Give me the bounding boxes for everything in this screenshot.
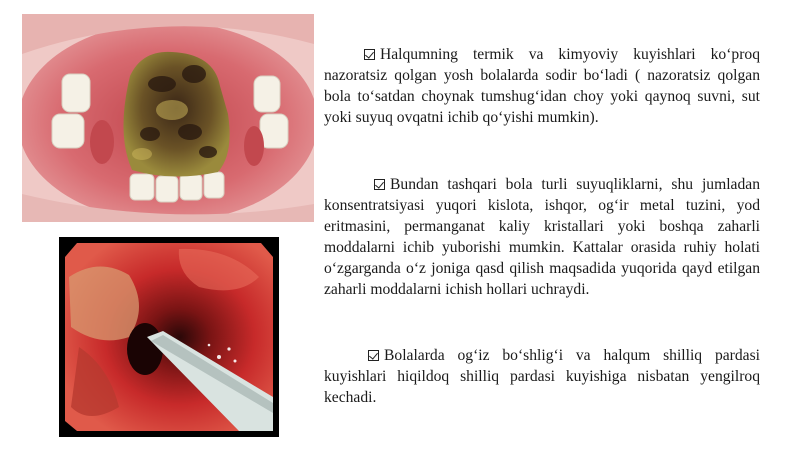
paragraph-1 (324, 44, 760, 128)
paragraph-1-text: Halqumning termik va kimyoviy kuyishlari ko‘proq nazoratsiz qolgan yosh bolalarda sodir bo‘ladi ( nazoratsiz qolgan bola to‘satdan choynak tumshug‘idan choy yoki qaynoq suvni, sut yoki suyuq ovqatni ichib qo‘yishi mumkin). (324, 46, 760, 126)
paragraph-2 (324, 174, 760, 300)
checkbox-icon (374, 179, 385, 190)
throat-burn-photo (22, 14, 314, 222)
paragraph-3-text: Bolalarda og‘iz bo‘shlig‘i va halqum shilliq pardasi kuyishlari hiqildoq shilliq pardasi kuyishiga nisbatan yengilroq kechadi. (324, 347, 760, 406)
checkbox-icon (368, 350, 379, 361)
paragraph-2-text: Bundan tashqari bola turli suyuqliklarni, shu jumladan konsentratsiyasi yuqori kislota, ishqor, og‘ir metal tuzini, yod eritmasini, permanganat kaliy kristallari yoki boshqa zaharli moddalarni ichib yuborishi mumkin. Kattalar orasida ruhiy holati o‘zgarganda o‘z joniga qasd qilish maqsadida yuqorida qayd etilgan zaharli moddalarni ichish hollari uchraydi. (324, 176, 760, 298)
checkbox-icon (364, 49, 375, 60)
endoscopy-photo (59, 237, 279, 437)
paragraph-3 (324, 345, 760, 408)
